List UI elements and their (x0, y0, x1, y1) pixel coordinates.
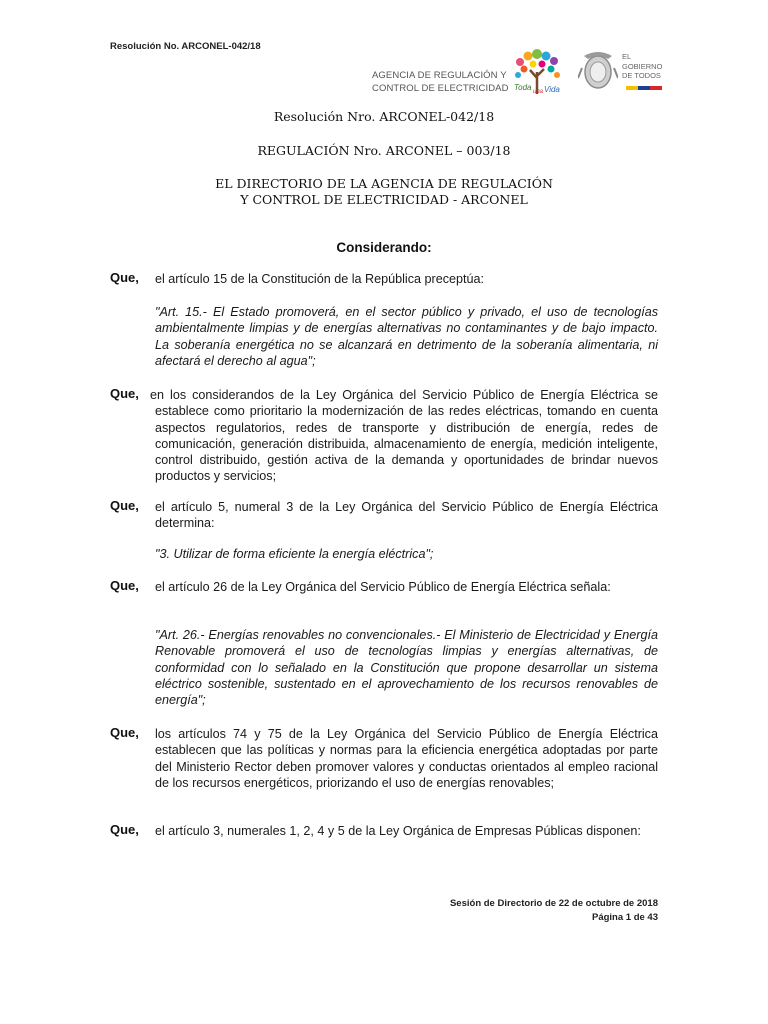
page-number: Página 1 de 43 (591, 912, 658, 923)
gov-line3: DE TODOS (622, 71, 661, 80)
clause-text: en los considerandos de la Ley Orgánica del Servicio Público de Energía Eléctrica se establece como prioritario la modernización de las redes eléctricas, tomando en cuenta aspectos regulatorios, redes de transporte y distribución de energía, redes de comunicación, generación distribuida, almacenamiento de energía, medición inteligente, control distribuido, gestión activa de la demanda y oportunidades de brindar nuevos productos y servicios; (150, 388, 658, 484)
que-label: Que, (110, 725, 139, 740)
que-label: Que, (110, 578, 139, 593)
que-label: Que, (110, 498, 139, 513)
regulation-title: REGULACIÓN Nro. ARCONEL – 003/18 (257, 143, 511, 158)
ecuador-coat-of-arms-icon (578, 48, 618, 92)
clause-quote: "Art. 15.- El Estado promoverá, en el sector público y privado, el uso de tecnologías ambientalmente limpias y de energías alternativas no contaminantes y de bajo impacto. La soberanía energética no se alcanzará en detrimento de la soberanía alimentaria, ni afectará el derecho al agua"; (155, 305, 658, 368)
agency-name (372, 69, 509, 95)
agency-name-line2: CONTROL DE ELECTRICIDAD (372, 83, 509, 94)
clause-quote: "3. Utilizar de forma eficiente la energía eléctrica"; (155, 547, 434, 561)
board-title-line1: EL DIRECTORIO DE LA AGENCIA DE REGULACIÓN (215, 176, 553, 191)
board-title-line2: Y CONTROL DE ELECTRICIDAD - ARCONEL (240, 192, 528, 207)
logo-word-vida: Vida (544, 85, 560, 94)
government-logo-text (622, 52, 662, 81)
gov-line1: EL (622, 52, 632, 61)
clause-text: el artículo 3, numerales 1, 2, 4 y 5 de la Ley Orgánica de Empresas Públicas disponen: (155, 824, 641, 838)
toda-una-vida-tree-logo (506, 48, 568, 96)
government-flag-stripe (626, 86, 662, 90)
gov-line2: GOBIERNO (622, 61, 663, 71)
clause-text: el artículo 15 de la Constitución de la República preceptúa: (155, 272, 485, 286)
clause-quote: "Art. 26.- Energías renovables no convencionales.- El Ministerio de Electricidad y Energía Renovable promoverá el uso de tecnologías limpias y energías alternativas, de conformidad con lo señalado en la Constitución que propone desarrollar un sistema eléctrico sostenible, sustentado en el aprovechamiento de los recursos renovables de energía"; (155, 628, 658, 708)
clause-text: los artículos 74 y 75 de la Ley Orgánica del Servicio Público de Energía Eléctrica establecen que las políticas y normas para la eficiencia energética adoptadas por parte del Ministerio Rector deben promover valores y conductas orientados al empleo racional de los recursos energéticos, priorizando el uso de energías renovables; (155, 727, 658, 790)
resolution-reference: Resolución No. ARCONEL-042/18 (110, 41, 261, 52)
clause-text: el artículo 5, numeral 3 de la Ley Orgánica del Servicio Público de Energía Eléctrica determina: (155, 500, 658, 531)
session-footer: Sesión de Directorio de 22 de octubre de 2018 (449, 898, 658, 909)
agency-name-line1: AGENCIA DE REGULACIÓN Y (372, 70, 507, 81)
considerando-heading: Considerando: (336, 240, 432, 255)
clause-text: el artículo 26 de la Ley Orgánica del Servicio Público de Energía Eléctrica señala: (155, 580, 611, 594)
logo-word-toda: Toda (514, 83, 532, 92)
que-label: Que, (110, 822, 139, 837)
resolution-title: Resolución Nro. ARCONEL-042/18 (273, 109, 495, 124)
que-label: Que, (110, 270, 139, 285)
board-title (110, 176, 658, 208)
logo-word-una: una (533, 89, 544, 95)
que-label: Que, (110, 386, 139, 401)
